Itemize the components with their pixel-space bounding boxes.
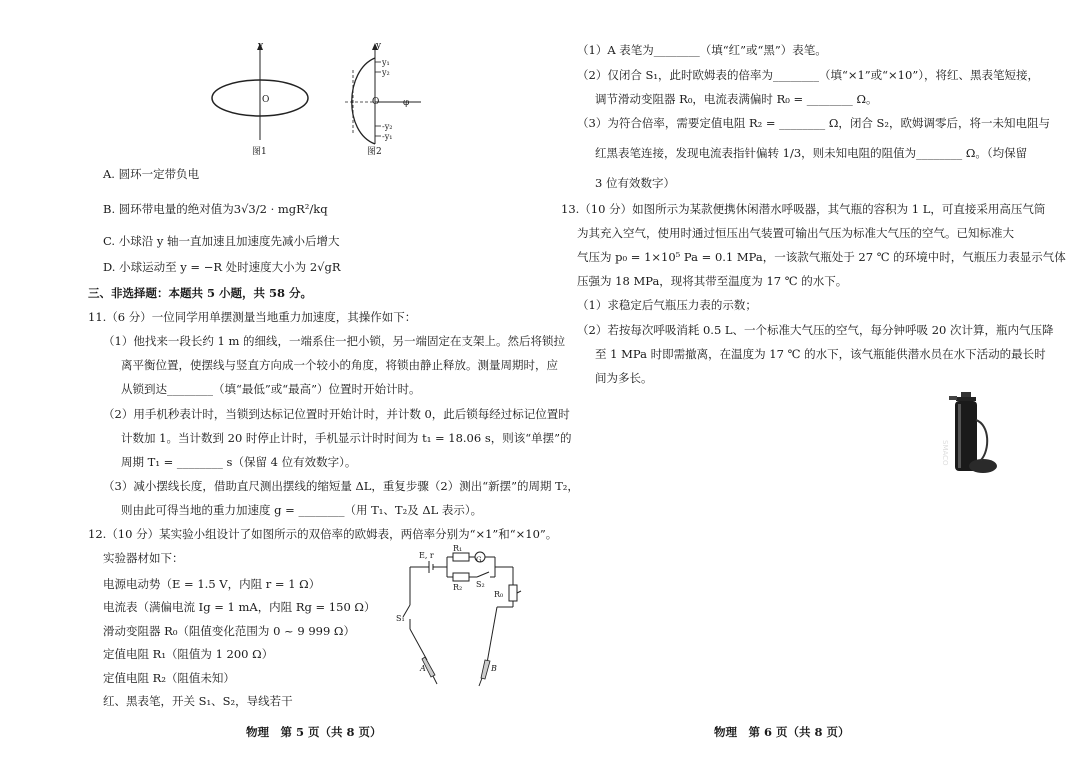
circuit-label-s1: S₁ <box>396 614 405 623</box>
q11-part2-line3: 周期 T₁ = ________ s（保留 4 位有效数字）。 <box>121 455 357 469</box>
q13-part2-line2: 至 1 MPa 时即需撤离，在温度为 17 ℃ 的水下，该气瓶能供潜水员在水下活动的最长时 <box>595 347 1046 361</box>
page-footer: 物理 第 5 页（共 8 页） <box>246 725 382 739</box>
fig2-origin-label: O <box>372 97 380 107</box>
circuit-label-probe-b: B <box>491 664 497 673</box>
q12-part2-line1: （2）仅闭合 S₁，此时欧姆表的倍率为________（填“×1”或“×10”），将红、黑表笔短接， <box>577 68 1039 82</box>
question-13-line4: 压强为 18 MPa，现将其带至温度为 17 ℃ 的水下。 <box>577 274 848 288</box>
question-12-heading: 12.（10 分）某实验小组设计了如图所示的双倍率的欧姆表，两倍率分别为“×1”和“×10”。 <box>88 527 558 541</box>
q12-part3-line3: 3 位有效数字） <box>595 176 675 190</box>
fig2-tick: y₁ <box>382 58 390 67</box>
fig1-caption: 图1 <box>252 147 267 157</box>
option-d: D. 小球运动至 y = −R 处时速度大小为 2√gR <box>103 260 341 274</box>
fig2-y-label: y <box>376 41 382 51</box>
question-11-heading: 11.（6 分）一位同学用单摆测量当地重力加速度，其操作如下： <box>88 310 417 324</box>
diving-tank-image <box>945 390 1000 475</box>
q12-material-3: 滑动变阻器 R₀（阻值变化范围为 0 ~ 9 999 Ω） <box>103 624 355 638</box>
q12-material-4: 定值电阻 R₁（阻值为 1 200 Ω） <box>103 647 274 661</box>
q11-part2-line2: 计数加 1。当计数到 20 时停止计时，手机显示计时时间为 t₁ = 18.06 s，则该“单摆”的 <box>121 431 572 445</box>
q12-part3-line2: 红黑表笔连接，发现电流表指针偏转 1/3，则未知电阻的阻值为________ Ω。（均保留 <box>595 146 1028 160</box>
circuit-label-r2: R₂ <box>453 583 463 592</box>
option-b: B. 圆环带电量的绝对值为3√3/2 · mgR²/kq <box>103 202 328 216</box>
right-page <box>540 0 1080 763</box>
fig1-origin-label: O <box>262 95 270 105</box>
question-13-line1: 13.（10 分）如图所示为某款便携休闲潜水呼吸器，其气瓶的容积为 1 L，可直接采用高压气筒 <box>561 202 1046 216</box>
q12-materials-heading: 实验器材如下： <box>103 551 184 565</box>
q12-material-1: 电源电动势（E = 1.5 V，内阻 r = 1 Ω） <box>103 577 321 591</box>
fig2-tick: -y₂ <box>382 122 393 131</box>
q11-part1-line2: 离平衡位置，使摆线与竖直方向成一个较小的角度，将锁由静止释放。测量周期时，应 <box>121 358 558 372</box>
circuit-label-s2: S₂ <box>476 580 485 589</box>
fig2-x-label: φ <box>403 98 410 108</box>
option-c: C. 小球沿 y 轴一直加速且加速度先减小后增大 <box>103 234 340 248</box>
q11-part2-line1: （2）用手机秒表计时，当锁到达标记位置时开始计时，并计数 0，此后锁每经过标记位置时 <box>103 407 570 421</box>
q11-part3-line1: （3）减小摆线长度，借助直尺测出摆线的缩短量 ΔL，重复步骤（2）测出“新摆”的周期 T₂， <box>103 479 579 493</box>
q12-material-2: 电流表（满偏电流 Ig = 1 mA，内阻 Rg = 150 Ω） <box>103 600 376 614</box>
circuit-label-r1: R₁ <box>453 544 463 553</box>
fig2-tick: -y₁ <box>382 132 393 141</box>
page-footer: 物理 第 6 页（共 8 页） <box>714 725 850 739</box>
q11-part1-line1: （1）他找来一段长约 1 m 的细线，一端系住一把小锁，另一端固定在支架上。然后将锁拉 <box>103 334 566 348</box>
circuit-label-r0: R₀ <box>494 590 504 599</box>
tank-brand-text: SMACO <box>941 440 949 466</box>
q12-part1: （1）A 表笔为________（填“红”或“黑”）表笔。 <box>577 43 827 57</box>
q13-part2-line1: （2）若按每次呼吸消耗 0.5 L、一个标准大气压的空气，每分钟呼吸 20 次计算，瓶内气压降 <box>577 323 1054 337</box>
fig2-caption: 图2 <box>367 147 382 157</box>
q13-part1: （1）求稳定后气瓶压力表的示数； <box>577 298 757 312</box>
q12-part2-line2: 调节滑动变阻器 R₀，电流表满偏时 R₀ = ________ Ω。 <box>595 92 878 106</box>
question-13-line3: 气压为 p₀ = 1×10⁵ Pa = 0.1 MPa，一该款气瓶处于 27 ℃ 的环境中时，气瓶压力表显示气体 <box>577 250 1066 264</box>
q12-material-6: 红、黑表笔，开关 S₁、S₂，导线若干 <box>103 694 293 708</box>
fig2-tick: y₂ <box>382 68 390 77</box>
q11-part3-line2: 则由此可得当地的重力加速度 g = ________（用 T₁、T₂及 ΔL 表示）。 <box>121 503 483 517</box>
figure-2 <box>335 40 425 150</box>
figure-1 <box>205 40 315 150</box>
option-a: A. 圆环一定带负电 <box>103 167 200 181</box>
q11-part1-line3: 从锁到达________（填“最低”或“最高”）位置时开始计时。 <box>121 382 421 396</box>
q13-part2-line3: 间为多长。 <box>595 371 653 385</box>
q12-part3-line1: （3）为符合倍率，需要定值电阻 R₂ = ________ Ω，闭合 S₂，欧姆调零后，将一未知电阻与 <box>577 116 1051 130</box>
ohmmeter-circuit-diagram <box>395 545 525 690</box>
question-13-line2: 为其充入空气，使用时通过恒压出气装置可输出气压为标准大气压的空气。已知标准大 <box>577 226 1014 240</box>
circuit-label-emf: E, r <box>419 551 434 560</box>
section-heading: 三、非选择题：本题共 5 小题，共 58 分。 <box>88 286 313 300</box>
q12-material-5: 定值电阻 R₂（阻值未知） <box>103 671 235 685</box>
circuit-label-galvanometer: G <box>476 556 482 564</box>
fig1-y-label: y <box>258 41 264 51</box>
circuit-label-probe-a: A <box>420 664 426 673</box>
